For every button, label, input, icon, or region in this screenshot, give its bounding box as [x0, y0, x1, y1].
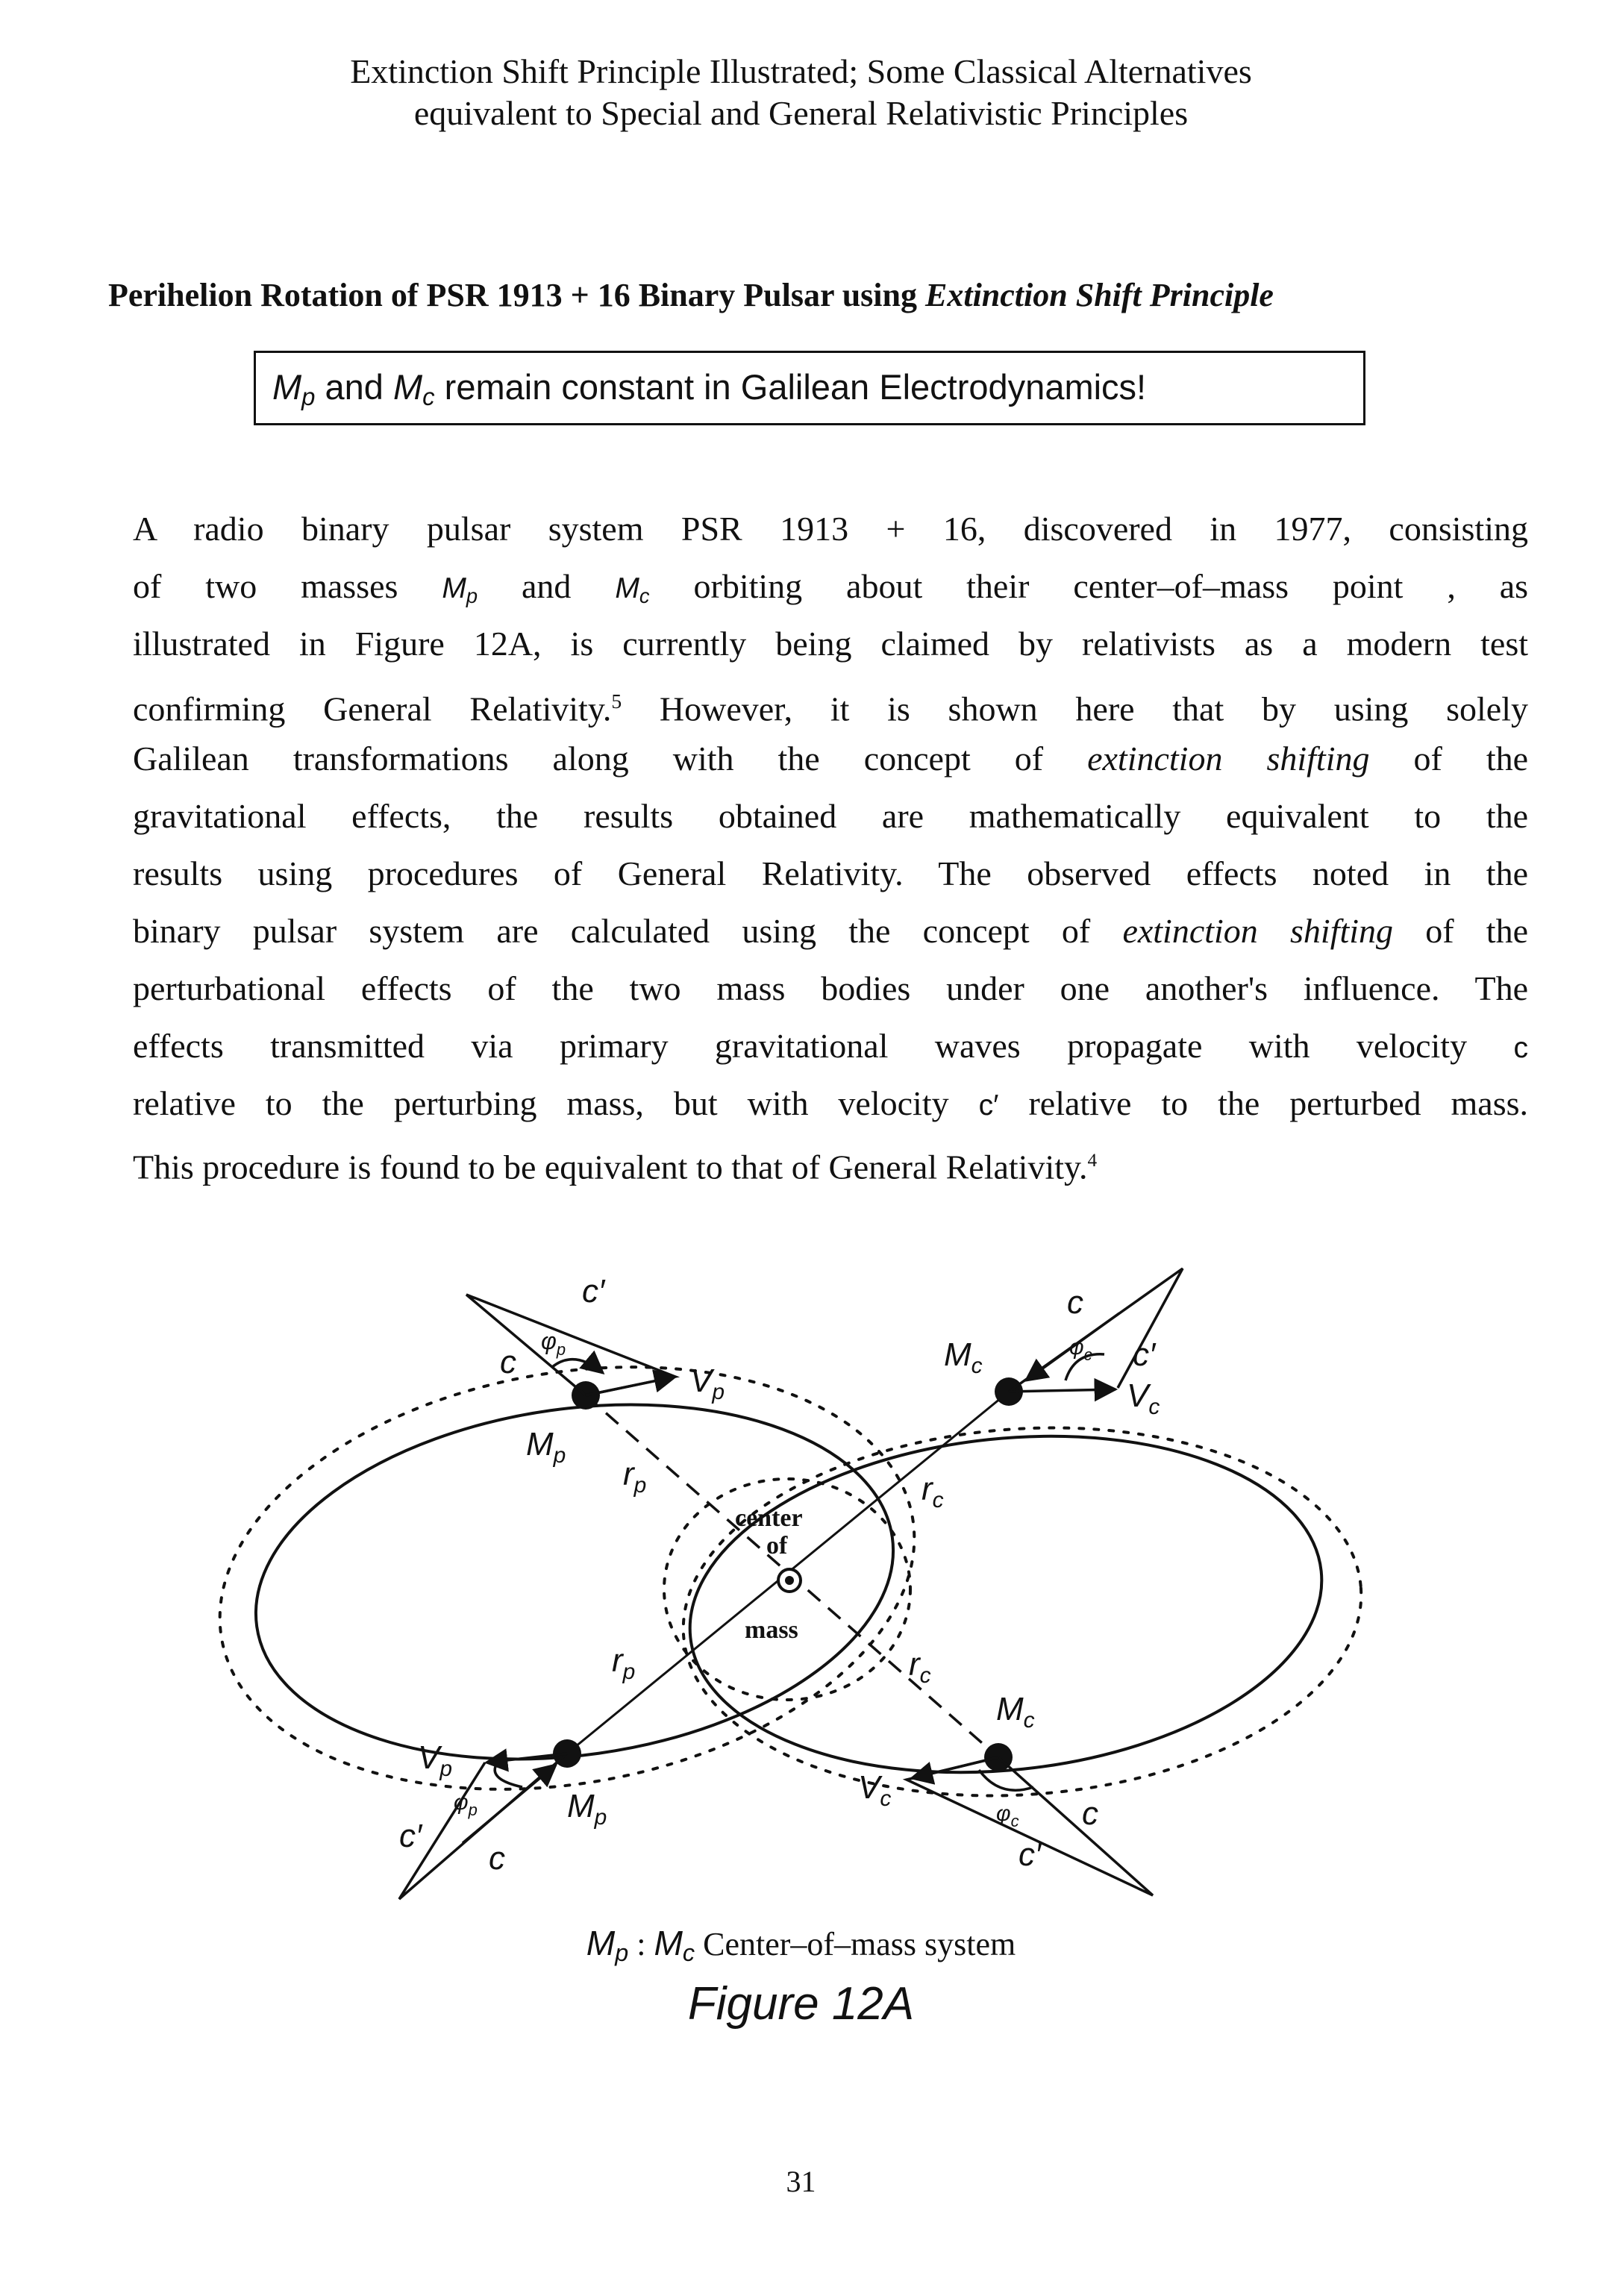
- footnote-ref: 5: [611, 689, 622, 713]
- center-of-mass-dot: [785, 1576, 794, 1585]
- v-sub: c: [880, 1786, 892, 1811]
- label-c-top-right: c: [1067, 1284, 1083, 1321]
- phi-symbol: φ: [996, 1801, 1011, 1826]
- boxed-and: and: [315, 367, 393, 407]
- footnote-ref: 4: [1087, 1150, 1098, 1171]
- label-mc-bottom: [996, 1691, 1035, 1733]
- text-run: and: [522, 567, 572, 605]
- r-sub: c: [919, 1663, 931, 1688]
- boxed-mp: M: [272, 367, 302, 407]
- label-vp-top: [690, 1363, 725, 1404]
- label-c-prime-bottom-left: c′: [399, 1818, 422, 1854]
- boxed-mc-sub: c: [422, 383, 435, 411]
- label-vc-bottom: [858, 1769, 891, 1811]
- text-run: of the: [1425, 912, 1528, 950]
- r-symbol: r: [922, 1471, 933, 1507]
- caption-colon: :: [628, 1926, 654, 1962]
- m-sub: c: [1023, 1708, 1035, 1733]
- phi-symbol: φ: [454, 1790, 469, 1815]
- text-run: Galilean transformations along with the concept of: [133, 739, 1044, 778]
- r-symbol: r: [909, 1646, 920, 1683]
- text-run: of the: [1413, 739, 1529, 778]
- page-number: 31: [786, 2165, 816, 2198]
- section-heading-plain: Perihelion Rotation of PSR 1913 + 16 Binary Pulsar using: [108, 277, 925, 313]
- figure-caption: [0, 1923, 1602, 1967]
- text-run: effects transmitted via primary gravitational waves propagate with velocity: [133, 1027, 1468, 1065]
- symbol-c: c: [1513, 1032, 1528, 1064]
- paragraph-line: perturbational effects of the two mass bodies under one another's influence. The: [133, 969, 1528, 1007]
- boxed-rest: remain constant in Galilean Electrodynamics!: [434, 367, 1147, 407]
- label-c-prime-bottom-right: c′: [1019, 1836, 1042, 1873]
- label-of: of: [766, 1532, 788, 1560]
- text-run: relative to the perturbed mass.: [1028, 1084, 1529, 1122]
- v-symbol: V: [1127, 1377, 1149, 1414]
- paragraph-line: A radio binary pulsar system PSR 1913 + 16, discovered in 1977, consisting: [133, 510, 1528, 548]
- label-c-top-left: c: [500, 1344, 516, 1380]
- phi-arc-mp-bottom: [495, 1765, 522, 1787]
- figure-title: Figure 12A: [687, 1978, 915, 2030]
- symbol-c-prime: c′: [978, 1089, 999, 1122]
- label-mc-top: [944, 1336, 983, 1378]
- caption-m: M: [586, 1924, 616, 1962]
- orbit-companion-shifted: [671, 1406, 1374, 1818]
- velocity-triangle-mc-bottom: [907, 1757, 1153, 1895]
- orbit-pulsar: [233, 1366, 916, 1798]
- caption-sub: c: [682, 1939, 695, 1967]
- italic-run: extinction shifting: [1122, 912, 1394, 950]
- label-center: center: [735, 1504, 803, 1532]
- label-rc-top: [922, 1471, 944, 1513]
- vp-arrow-top: [586, 1377, 675, 1395]
- math-sub: c: [639, 584, 650, 607]
- r-sub: c: [932, 1488, 944, 1513]
- label-rp-top: [623, 1456, 646, 1498]
- label-vp-bottom: [418, 1739, 452, 1781]
- label-c-bottom-left: c: [489, 1840, 505, 1877]
- vc-arrow-top: [1009, 1389, 1116, 1392]
- m-sub: p: [594, 1805, 607, 1830]
- label-rc-bottom: [909, 1646, 931, 1688]
- phi-sub: p: [556, 1340, 566, 1359]
- paragraph-line: gravitational effects, the results obtained are mathematically equivalent to the: [133, 797, 1528, 835]
- label-mp-bottom: [567, 1788, 607, 1830]
- velocity-triangle-mp-top: [466, 1295, 675, 1395]
- phi-symbol: φ: [541, 1327, 557, 1354]
- phi-sub: c: [1010, 1812, 1019, 1830]
- label-mp-top: [526, 1426, 566, 1468]
- r-sub: p: [622, 1660, 636, 1684]
- label-vc-top: [1127, 1377, 1160, 1419]
- paragraph-line: results using procedures of General Relativity. The observed effects noted in the: [133, 854, 1528, 892]
- phi-sub: c: [1083, 1345, 1092, 1364]
- caption-text: Center–of–mass system: [695, 1926, 1016, 1962]
- m-sub: c: [971, 1354, 983, 1378]
- m-symbol: M: [996, 1691, 1024, 1727]
- r-sub: p: [633, 1473, 647, 1498]
- v-symbol: V: [418, 1739, 440, 1776]
- r-symbol: r: [623, 1456, 634, 1492]
- text-run: relative to the perturbing mass, but with velocity: [133, 1084, 949, 1122]
- text-run: This procedure is found to be equivalent to that of General Relativity.: [133, 1148, 1088, 1186]
- m-symbol: M: [944, 1336, 971, 1373]
- phi-sub: p: [468, 1801, 478, 1819]
- phi-symbol: φ: [1069, 1335, 1084, 1360]
- label-phi-p-bottom: [454, 1790, 478, 1819]
- m-symbol: M: [526, 1426, 554, 1463]
- text-run: However, it is shown here that by using solely: [622, 689, 1528, 728]
- text-run: binary pulsar system are calculated using the concept of: [133, 912, 1091, 950]
- vc-arrow-bottom: [912, 1757, 998, 1778]
- label-c-prime-top: c′: [582, 1273, 605, 1310]
- m-sub: p: [553, 1443, 566, 1468]
- text-run: confirming General Relativity.: [133, 689, 612, 728]
- v-sub: c: [1148, 1395, 1160, 1419]
- math-sub: p: [466, 584, 478, 607]
- header-line-2: equivalent to Special and General Relativistic Principles: [413, 94, 1189, 132]
- m-symbol: M: [567, 1788, 595, 1824]
- label-c-prime-top-right: c′: [1133, 1336, 1156, 1373]
- v-sub: p: [439, 1757, 453, 1781]
- boxed-mp-sub: p: [301, 383, 316, 411]
- caption-mc: [654, 1924, 695, 1967]
- text-run: of two masses: [133, 567, 398, 605]
- italic-run: extinction shifting: [1087, 739, 1370, 778]
- v-symbol: V: [690, 1363, 713, 1399]
- caption-mp: [586, 1924, 629, 1967]
- label-c-bottom-right: c: [1082, 1795, 1098, 1832]
- section-heading-italic: Extinction Shift Principle: [925, 277, 1274, 313]
- caption-sub: p: [615, 1939, 629, 1967]
- paragraph-line: illustrated in Figure 12A, is currently being claimed by relativists as a modern test: [133, 625, 1528, 663]
- header-line-1: Extinction Shift Principle Illustrated; Some Classical Alternatives: [350, 52, 1252, 90]
- math-m: M: [442, 572, 466, 604]
- v-symbol: V: [858, 1769, 880, 1806]
- v-sub: p: [712, 1380, 725, 1404]
- boxed-mc: M: [393, 367, 423, 407]
- label-mass: mass: [745, 1616, 798, 1644]
- r-symbol: r: [612, 1642, 623, 1679]
- math-m: M: [615, 572, 639, 604]
- text-run: orbiting about their center–of–mass point , as: [693, 567, 1529, 605]
- caption-m: M: [654, 1924, 683, 1962]
- label-rp-bottom: [612, 1642, 635, 1684]
